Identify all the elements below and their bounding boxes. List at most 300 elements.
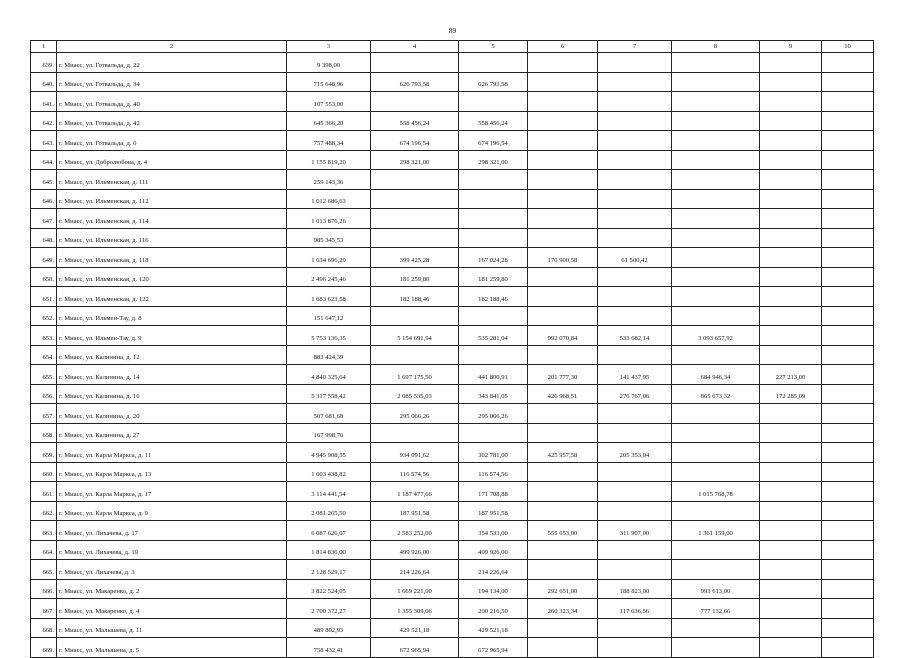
col7-value-cell: 276 767,06: [598, 384, 672, 404]
col3-value-cell: 3 822 524,05: [287, 579, 371, 599]
table-row: [31, 521, 874, 541]
address-cell: г. Миасс, ул. Лихачева, д. 3: [57, 560, 287, 580]
col3-value-cell: 507 681,68: [287, 404, 371, 424]
col9-value-cell: [760, 111, 822, 131]
table-row: [31, 638, 874, 658]
col4-value-cell: 429 521,18: [371, 618, 459, 638]
col3-value-cell: 5 753 136,35: [287, 326, 371, 346]
col4-value-cell: 674 196,54: [371, 131, 459, 151]
col4-value-cell: 558 456,24: [371, 111, 459, 131]
col3-value-cell: 4 840 325,64: [287, 365, 371, 385]
row-number-cell: 666.: [31, 579, 57, 599]
col9-value-cell: [760, 209, 822, 229]
col6-value-cell: [528, 306, 598, 326]
col9-value-cell: [760, 404, 822, 424]
col5-value-cell: 298 321,00: [459, 150, 528, 170]
col5-value-cell: 429 521,18: [459, 618, 528, 638]
col10-value-cell: [822, 326, 874, 346]
col6-value-cell: [528, 131, 598, 151]
col10-value-cell: [822, 306, 874, 326]
row-number-cell: 655.: [31, 365, 57, 385]
table-row: [31, 248, 874, 268]
col3-value-cell: 151 647,12: [287, 306, 371, 326]
col10-value-cell: [822, 189, 874, 209]
col9-value-cell: [760, 521, 822, 541]
col4-value-cell: 1 355 309,06: [371, 599, 459, 619]
col8-value-cell: [672, 443, 760, 463]
row-number-cell: 663.: [31, 521, 57, 541]
col10-value-cell: [822, 482, 874, 502]
col9-value-cell: [760, 638, 822, 658]
col5-value-cell: [459, 189, 528, 209]
col10-value-cell: [822, 170, 874, 190]
row-number-cell: 653.: [31, 326, 57, 346]
col8-value-cell: [672, 404, 760, 424]
col4-value-cell: 182 188,46: [371, 287, 459, 307]
col9-value-cell: [760, 306, 822, 326]
row-number-cell: 644.: [31, 150, 57, 170]
col8-value-cell: [672, 170, 760, 190]
col5-value-cell: [459, 209, 528, 229]
row-number-cell: 643.: [31, 131, 57, 151]
address-cell: г. Миасс, ул. Готвальда, д. 42: [57, 111, 287, 131]
col6-value-cell: 555 653,00: [528, 521, 598, 541]
col7-value-cell: [598, 501, 672, 521]
table-row: [31, 72, 874, 92]
col8-value-cell: 684 946,34: [672, 365, 760, 385]
address-cell: г. Миасс, ул. Карла Маркса, д. 11: [57, 443, 287, 463]
col6-value-cell: 170 900,58: [528, 248, 598, 268]
col9-value-cell: [760, 228, 822, 248]
col8-value-cell: [672, 150, 760, 170]
table-row: [31, 618, 874, 638]
row-number-cell: 658.: [31, 423, 57, 443]
col3-value-cell: 757 488,34: [287, 131, 371, 151]
col10-value-cell: [822, 462, 874, 482]
col4-value-cell: 181 259,80: [371, 267, 459, 287]
col7-value-cell: 533 682,14: [598, 326, 672, 346]
col5-value-cell: 116 574,56: [459, 462, 528, 482]
row-number-cell: 652.: [31, 306, 57, 326]
col3-value-cell: 489 802,93: [287, 618, 371, 638]
row-number-cell: 654.: [31, 345, 57, 365]
col8-value-cell: [672, 306, 760, 326]
col9-value-cell: [760, 482, 822, 502]
col8-value-cell: 1 361 159,00: [672, 521, 760, 541]
address-cell: г. Миасс, ул. Макаренко, д. 4: [57, 599, 287, 619]
col7-value-cell: [598, 482, 672, 502]
col5-value-cell: [459, 53, 528, 73]
column-header: 2: [57, 41, 287, 53]
address-cell: г. Миасс, ул. Ильменская, д. 120: [57, 267, 287, 287]
row-number-cell: 641.: [31, 92, 57, 112]
col3-value-cell: 107 553,00: [287, 92, 371, 112]
address-cell: г. Миасс, ул. Лихачева, д. 19: [57, 540, 287, 560]
col10-value-cell: [822, 92, 874, 112]
col3-value-cell: 259 143,36: [287, 170, 371, 190]
col4-value-cell: [371, 345, 459, 365]
col5-value-cell: 558 456,24: [459, 111, 528, 131]
address-cell: г. Миасс, ул. Готвальда, д. 40: [57, 92, 287, 112]
row-number-cell: 650.: [31, 267, 57, 287]
col10-value-cell: [822, 618, 874, 638]
col10-value-cell: [822, 384, 874, 404]
col6-value-cell: [528, 423, 598, 443]
col5-value-cell: [459, 306, 528, 326]
col5-value-cell: 535 281,04: [459, 326, 528, 346]
col5-value-cell: 171 708,88: [459, 482, 528, 502]
row-number-cell: 659.: [31, 443, 57, 463]
col7-value-cell: [598, 267, 672, 287]
col8-value-cell: [672, 638, 760, 658]
row-number-cell: 645.: [31, 170, 57, 190]
col9-value-cell: [760, 72, 822, 92]
col8-value-cell: 3 093 657,92: [672, 326, 760, 346]
col5-value-cell: 214 226,64: [459, 560, 528, 580]
address-cell: г. Миасс, ул. Ильменская, д. 122: [57, 287, 287, 307]
col9-value-cell: [760, 248, 822, 268]
col3-value-cell: 985 345,53: [287, 228, 371, 248]
col10-value-cell: [822, 248, 874, 268]
header-row: [31, 41, 874, 53]
col4-value-cell: [371, 53, 459, 73]
col4-value-cell: [371, 306, 459, 326]
col6-value-cell: 992 070,84: [528, 326, 598, 346]
col8-value-cell: 993 613,00: [672, 579, 760, 599]
address-cell: г. Миасс, ул. Калинина, д. 16: [57, 384, 287, 404]
row-number-cell: 665.: [31, 560, 57, 580]
col6-value-cell: [528, 189, 598, 209]
address-cell: г. Миасс, ул. Малышева, д. 5: [57, 638, 287, 658]
col5-value-cell: [459, 92, 528, 112]
col8-value-cell: [672, 423, 760, 443]
address-cell: г. Миасс, ул. Карла Маркса, д. 17: [57, 482, 287, 502]
col6-value-cell: [528, 170, 598, 190]
address-cell: г. Миасс, ул. Калинина, д. 14: [57, 365, 287, 385]
col9-value-cell: [760, 618, 822, 638]
col5-value-cell: 182 188,46: [459, 287, 528, 307]
row-number-cell: 656.: [31, 384, 57, 404]
col9-value-cell: [760, 540, 822, 560]
row-number-cell: 649.: [31, 248, 57, 268]
table-row: [31, 462, 874, 482]
col6-value-cell: [528, 501, 598, 521]
col9-value-cell: [760, 150, 822, 170]
col6-value-cell: [528, 540, 598, 560]
col4-value-cell: 1 187 477,66: [371, 482, 459, 502]
table-row: [31, 501, 874, 521]
col6-value-cell: [528, 287, 598, 307]
col7-value-cell: [598, 462, 672, 482]
col7-value-cell: 117 636,56: [598, 599, 672, 619]
col8-value-cell: 777 132,66: [672, 599, 760, 619]
table-row: [31, 560, 874, 580]
col9-value-cell: [760, 443, 822, 463]
col5-value-cell: 200 216,50: [459, 599, 528, 619]
address-cell: г. Миасс, ул. Ильмен-Тау, д. 9: [57, 326, 287, 346]
table-row: [31, 111, 874, 131]
col5-value-cell: 194 134,00: [459, 579, 528, 599]
address-cell: г. Миасс, ул. Калинина, д. 12: [57, 345, 287, 365]
col8-value-cell: [672, 618, 760, 638]
col3-value-cell: 645 366,20: [287, 111, 371, 131]
table-row: [31, 443, 874, 463]
col4-value-cell: 499 926,00: [371, 540, 459, 560]
table-row: [31, 170, 874, 190]
col8-value-cell: [672, 345, 760, 365]
col6-value-cell: [528, 482, 598, 502]
col3-value-cell: 1 683 623,58: [287, 287, 371, 307]
address-cell: г. Миасс, ул. Ильменская, д. 116: [57, 228, 287, 248]
address-cell: г. Миасс, ул. Малышева, д. 11: [57, 618, 287, 638]
table-row: [31, 131, 874, 151]
address-cell: г. Миасс, ул. Карла Маркса, д. 13: [57, 462, 287, 482]
col10-value-cell: [822, 131, 874, 151]
col5-value-cell: 343 841,05: [459, 384, 528, 404]
col4-value-cell: 214 226,64: [371, 560, 459, 580]
address-cell: г. Миасс, ул. Ильменская, д. 112: [57, 189, 287, 209]
col10-value-cell: [822, 599, 874, 619]
col6-value-cell: [528, 150, 598, 170]
col3-value-cell: 1 814 836,00: [287, 540, 371, 560]
col9-value-cell: [760, 462, 822, 482]
col6-value-cell: [528, 53, 598, 73]
address-cell: г. Миасс, ул. Ильменская, д. 114: [57, 209, 287, 229]
table-row: [31, 482, 874, 502]
col7-value-cell: [598, 287, 672, 307]
row-number-cell: 639.: [31, 53, 57, 73]
col7-value-cell: [598, 618, 672, 638]
col3-value-cell: 2 081 265,50: [287, 501, 371, 521]
col3-value-cell: 1 012 686,63: [287, 189, 371, 209]
col8-value-cell: 1 015 768,78: [672, 482, 760, 502]
col8-value-cell: [672, 53, 760, 73]
row-number-cell: 657.: [31, 404, 57, 424]
col4-value-cell: [371, 170, 459, 190]
col5-value-cell: [459, 423, 528, 443]
table-row: [31, 384, 874, 404]
col3-value-cell: 2 128 529,17: [287, 560, 371, 580]
col7-value-cell: [598, 92, 672, 112]
col10-value-cell: [822, 404, 874, 424]
column-header: 8: [672, 41, 760, 53]
col6-value-cell: [528, 638, 598, 658]
table-row: [31, 599, 874, 619]
col5-value-cell: 499 926,00: [459, 540, 528, 560]
col7-value-cell: 188 823,00: [598, 579, 672, 599]
col6-value-cell: [528, 72, 598, 92]
col7-value-cell: [598, 131, 672, 151]
table-row: [31, 267, 874, 287]
col10-value-cell: [822, 501, 874, 521]
col4-value-cell: 626 793,58: [371, 72, 459, 92]
col5-value-cell: 167 024,28: [459, 248, 528, 268]
col6-value-cell: [528, 560, 598, 580]
row-number-cell: 668.: [31, 618, 57, 638]
col4-value-cell: 187 951,58: [371, 501, 459, 521]
col5-value-cell: 181 259,80: [459, 267, 528, 287]
col4-value-cell: [371, 92, 459, 112]
data-table: [30, 40, 874, 658]
col10-value-cell: [822, 287, 874, 307]
col9-value-cell: [760, 599, 822, 619]
col10-value-cell: [822, 150, 874, 170]
col7-value-cell: 205 353,04: [598, 443, 672, 463]
col9-value-cell: [760, 53, 822, 73]
col9-value-cell: [760, 345, 822, 365]
col6-value-cell: [528, 111, 598, 131]
row-number-cell: 647.: [31, 209, 57, 229]
col7-value-cell: [598, 404, 672, 424]
col9-value-cell: [760, 579, 822, 599]
col10-value-cell: [822, 443, 874, 463]
col3-value-cell: 1 634 696,29: [287, 248, 371, 268]
col4-value-cell: 934 091,62: [371, 443, 459, 463]
col7-value-cell: [598, 540, 672, 560]
col5-value-cell: 674 196,54: [459, 131, 528, 151]
col9-value-cell: [760, 267, 822, 287]
table-row: [31, 540, 874, 560]
row-number-cell: 667.: [31, 599, 57, 619]
address-cell: г. Миасс, ул. Калинина, д. 27: [57, 423, 287, 443]
col8-value-cell: 865 673,32: [672, 384, 760, 404]
address-cell: г. Миасс, ул. Карла Маркса, д. 9: [57, 501, 287, 521]
col7-value-cell: 311 907,00: [598, 521, 672, 541]
col7-value-cell: [598, 560, 672, 580]
col7-value-cell: 141 437,95: [598, 365, 672, 385]
col8-value-cell: [672, 209, 760, 229]
col10-value-cell: [822, 111, 874, 131]
column-header: 4: [371, 41, 459, 53]
col5-value-cell: [459, 228, 528, 248]
col6-value-cell: [528, 228, 598, 248]
col5-value-cell: 626 793,58: [459, 72, 528, 92]
col10-value-cell: [822, 423, 874, 443]
col10-value-cell: [822, 560, 874, 580]
address-cell: г. Миасс, ул. Калинина, д. 20: [57, 404, 287, 424]
col7-value-cell: [598, 170, 672, 190]
table-row: [31, 53, 874, 73]
col7-value-cell: [598, 423, 672, 443]
col9-value-cell: 227 213,00: [760, 365, 822, 385]
col4-value-cell: 298 321,00: [371, 150, 459, 170]
col10-value-cell: [822, 579, 874, 599]
col6-value-cell: [528, 209, 598, 229]
address-cell: г. Миасс, ул. Ильменская, д. 118: [57, 248, 287, 268]
col8-value-cell: [672, 287, 760, 307]
col5-value-cell: 302 781,00: [459, 443, 528, 463]
col3-value-cell: 1 155 819,20: [287, 150, 371, 170]
col7-value-cell: [598, 209, 672, 229]
column-header: 5: [459, 41, 528, 53]
col3-value-cell: 1 013 876,26: [287, 209, 371, 229]
col10-value-cell: [822, 540, 874, 560]
col3-value-cell: 167 998,76: [287, 423, 371, 443]
col8-value-cell: [672, 131, 760, 151]
col9-value-cell: [760, 423, 822, 443]
column-header: 3: [287, 41, 371, 53]
row-number-cell: 640.: [31, 72, 57, 92]
column-header: 10: [822, 41, 874, 53]
col3-value-cell: 2 700 372,27: [287, 599, 371, 619]
column-header: 7: [598, 41, 672, 53]
col6-value-cell: 201 777,30: [528, 365, 598, 385]
table-row: [31, 365, 874, 385]
col8-value-cell: [672, 111, 760, 131]
col4-value-cell: 1 669 221,00: [371, 579, 459, 599]
col3-value-cell: 2 496 245,46: [287, 267, 371, 287]
col6-value-cell: [528, 462, 598, 482]
address-cell: г. Миасс, ул. Готвальда, д. 34: [57, 72, 287, 92]
col9-value-cell: [760, 287, 822, 307]
address-cell: г. Миасс, ул. Готвальда, д. 22: [57, 53, 287, 73]
row-number-cell: 664.: [31, 540, 57, 560]
col9-value-cell: [760, 170, 822, 190]
col8-value-cell: [672, 462, 760, 482]
col10-value-cell: [822, 267, 874, 287]
page-number: 89: [448, 26, 457, 35]
col3-value-cell: 883 424,39: [287, 345, 371, 365]
col9-value-cell: [760, 92, 822, 112]
table-row: [31, 306, 874, 326]
address-cell: г. Миасс, ул. Готвальда, д. 6: [57, 131, 287, 151]
col8-value-cell: [672, 248, 760, 268]
row-number-cell: 648.: [31, 228, 57, 248]
col9-value-cell: [760, 501, 822, 521]
col7-value-cell: [598, 53, 672, 73]
table-row: [31, 423, 874, 443]
col3-value-cell: 715 648,96: [287, 72, 371, 92]
col7-value-cell: [598, 228, 672, 248]
col8-value-cell: [672, 189, 760, 209]
col10-value-cell: [822, 209, 874, 229]
col6-value-cell: 426 968,51: [528, 384, 598, 404]
table-row: [31, 404, 874, 424]
col4-value-cell: 1 697 175,50: [371, 365, 459, 385]
col3-value-cell: 1 603 438,82: [287, 462, 371, 482]
column-header: 1: [31, 41, 57, 53]
col3-value-cell: 5 317 558,42: [287, 384, 371, 404]
col9-value-cell: [760, 326, 822, 346]
col3-value-cell: 4 945 908,55: [287, 443, 371, 463]
col9-value-cell: [760, 131, 822, 151]
col6-value-cell: 292 651,00: [528, 579, 598, 599]
col3-value-cell: 9 398,00: [287, 53, 371, 73]
col8-value-cell: [672, 501, 760, 521]
row-number-cell: 661.: [31, 482, 57, 502]
col10-value-cell: [822, 521, 874, 541]
col5-value-cell: 295 066,26: [459, 404, 528, 424]
col8-value-cell: [672, 560, 760, 580]
row-number-cell: 662.: [31, 501, 57, 521]
row-number-cell: 669.: [31, 638, 57, 658]
table-row: [31, 579, 874, 599]
col10-value-cell: [822, 365, 874, 385]
col4-value-cell: [371, 189, 459, 209]
col6-value-cell: 425 957,58: [528, 443, 598, 463]
col10-value-cell: [822, 345, 874, 365]
col3-value-cell: 758 432,41: [287, 638, 371, 658]
col6-value-cell: [528, 618, 598, 638]
col5-value-cell: 187 951,58: [459, 501, 528, 521]
col8-value-cell: [672, 267, 760, 287]
table-row: [31, 209, 874, 229]
col7-value-cell: 61 500,42: [598, 248, 672, 268]
col4-value-cell: 2 085 535,03: [371, 384, 459, 404]
col6-value-cell: [528, 345, 598, 365]
table-row: [31, 326, 874, 346]
col8-value-cell: [672, 72, 760, 92]
